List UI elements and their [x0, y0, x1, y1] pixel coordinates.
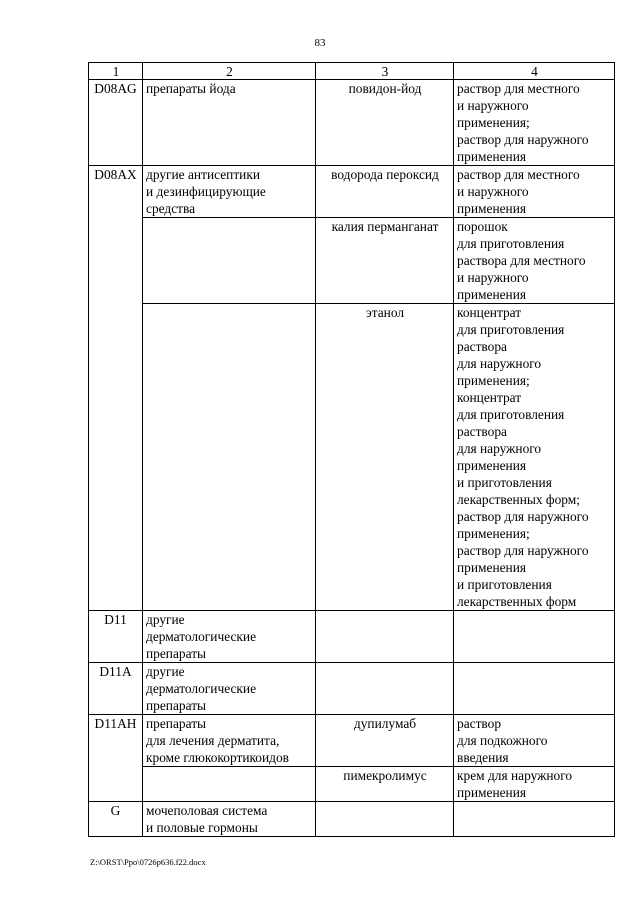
dosage-form-cell: раствор для местного и наружного применения: [454, 166, 615, 218]
substance-cell: пимекролимус: [316, 767, 454, 802]
substance-cell: этанол: [316, 304, 454, 611]
substance-cell: водорода пероксид: [316, 166, 454, 218]
dosage-form-cell: [454, 663, 615, 715]
substance-cell: [316, 663, 454, 715]
atc-code-cell: [89, 767, 143, 802]
header-cell-3: 3: [316, 63, 454, 80]
group-name-cell: другие дерматологические препараты: [143, 611, 316, 663]
table-row: [89, 611, 615, 663]
header-cell-1: 1: [89, 63, 143, 80]
atc-code-cell: [89, 218, 143, 304]
footer-file-path: Z:\ORST\Ppo\0726p636.f22.docx: [90, 857, 206, 867]
table-row: [89, 80, 615, 166]
table-row: [89, 802, 615, 837]
table-row: [89, 767, 615, 802]
group-name-cell: [143, 767, 316, 802]
substance-cell: калия перманганат: [316, 218, 454, 304]
group-name-cell: другие дерматологические препараты: [143, 663, 316, 715]
substance-cell: [316, 802, 454, 837]
table-header-row: [89, 63, 615, 80]
substance-cell: [316, 611, 454, 663]
substance-cell: дупилумаб: [316, 715, 454, 767]
group-name-cell: мочеполовая система и половые гормоны: [143, 802, 316, 837]
group-name-cell: препараты для лечения дерматита, кроме глюкокортикоидов: [143, 715, 316, 767]
dosage-form-cell: концентрат для приготовления раствора для наружного применения; концентрат для приготовления раствора для наружного применения и приготовления лекарственных форм; раствор для наружного применения; раствор для наружного применения и приготовления лекарственных форм: [454, 304, 615, 611]
dosage-form-cell: [454, 802, 615, 837]
atc-code-cell: D08AX: [89, 166, 143, 218]
group-name-cell: [143, 218, 316, 304]
atc-code-cell: D08AG: [89, 80, 143, 166]
atc-code-cell: D11AH: [89, 715, 143, 767]
header-cell-4: 4: [454, 63, 615, 80]
dosage-form-cell: крем для наружного применения: [454, 767, 615, 802]
drug-classification-table: [88, 62, 615, 837]
dosage-form-cell: раствор для местного и наружного применения; раствор для наружного применения: [454, 80, 615, 166]
substance-cell: повидон-йод: [316, 80, 454, 166]
header-cell-2: 2: [143, 63, 316, 80]
table-row: [89, 218, 615, 304]
group-name-cell: [143, 304, 316, 611]
table-row: [89, 663, 615, 715]
dosage-form-cell: раствор для подкожного введения: [454, 715, 615, 767]
atc-code-cell: [89, 304, 143, 611]
group-name-cell: препараты йода: [143, 80, 316, 166]
page-number: 83: [314, 37, 326, 49]
group-name-cell: другие антисептики и дезинфицирующие средства: [143, 166, 316, 218]
atc-code-cell: G: [89, 802, 143, 837]
table-row: [89, 304, 615, 611]
dosage-form-cell: порошок для приготовления раствора для местного и наружного применения: [454, 218, 615, 304]
atc-code-cell: D11A: [89, 663, 143, 715]
dosage-form-cell: [454, 611, 615, 663]
table-row: [89, 166, 615, 218]
table-row: [89, 715, 615, 767]
atc-code-cell: D11: [89, 611, 143, 663]
